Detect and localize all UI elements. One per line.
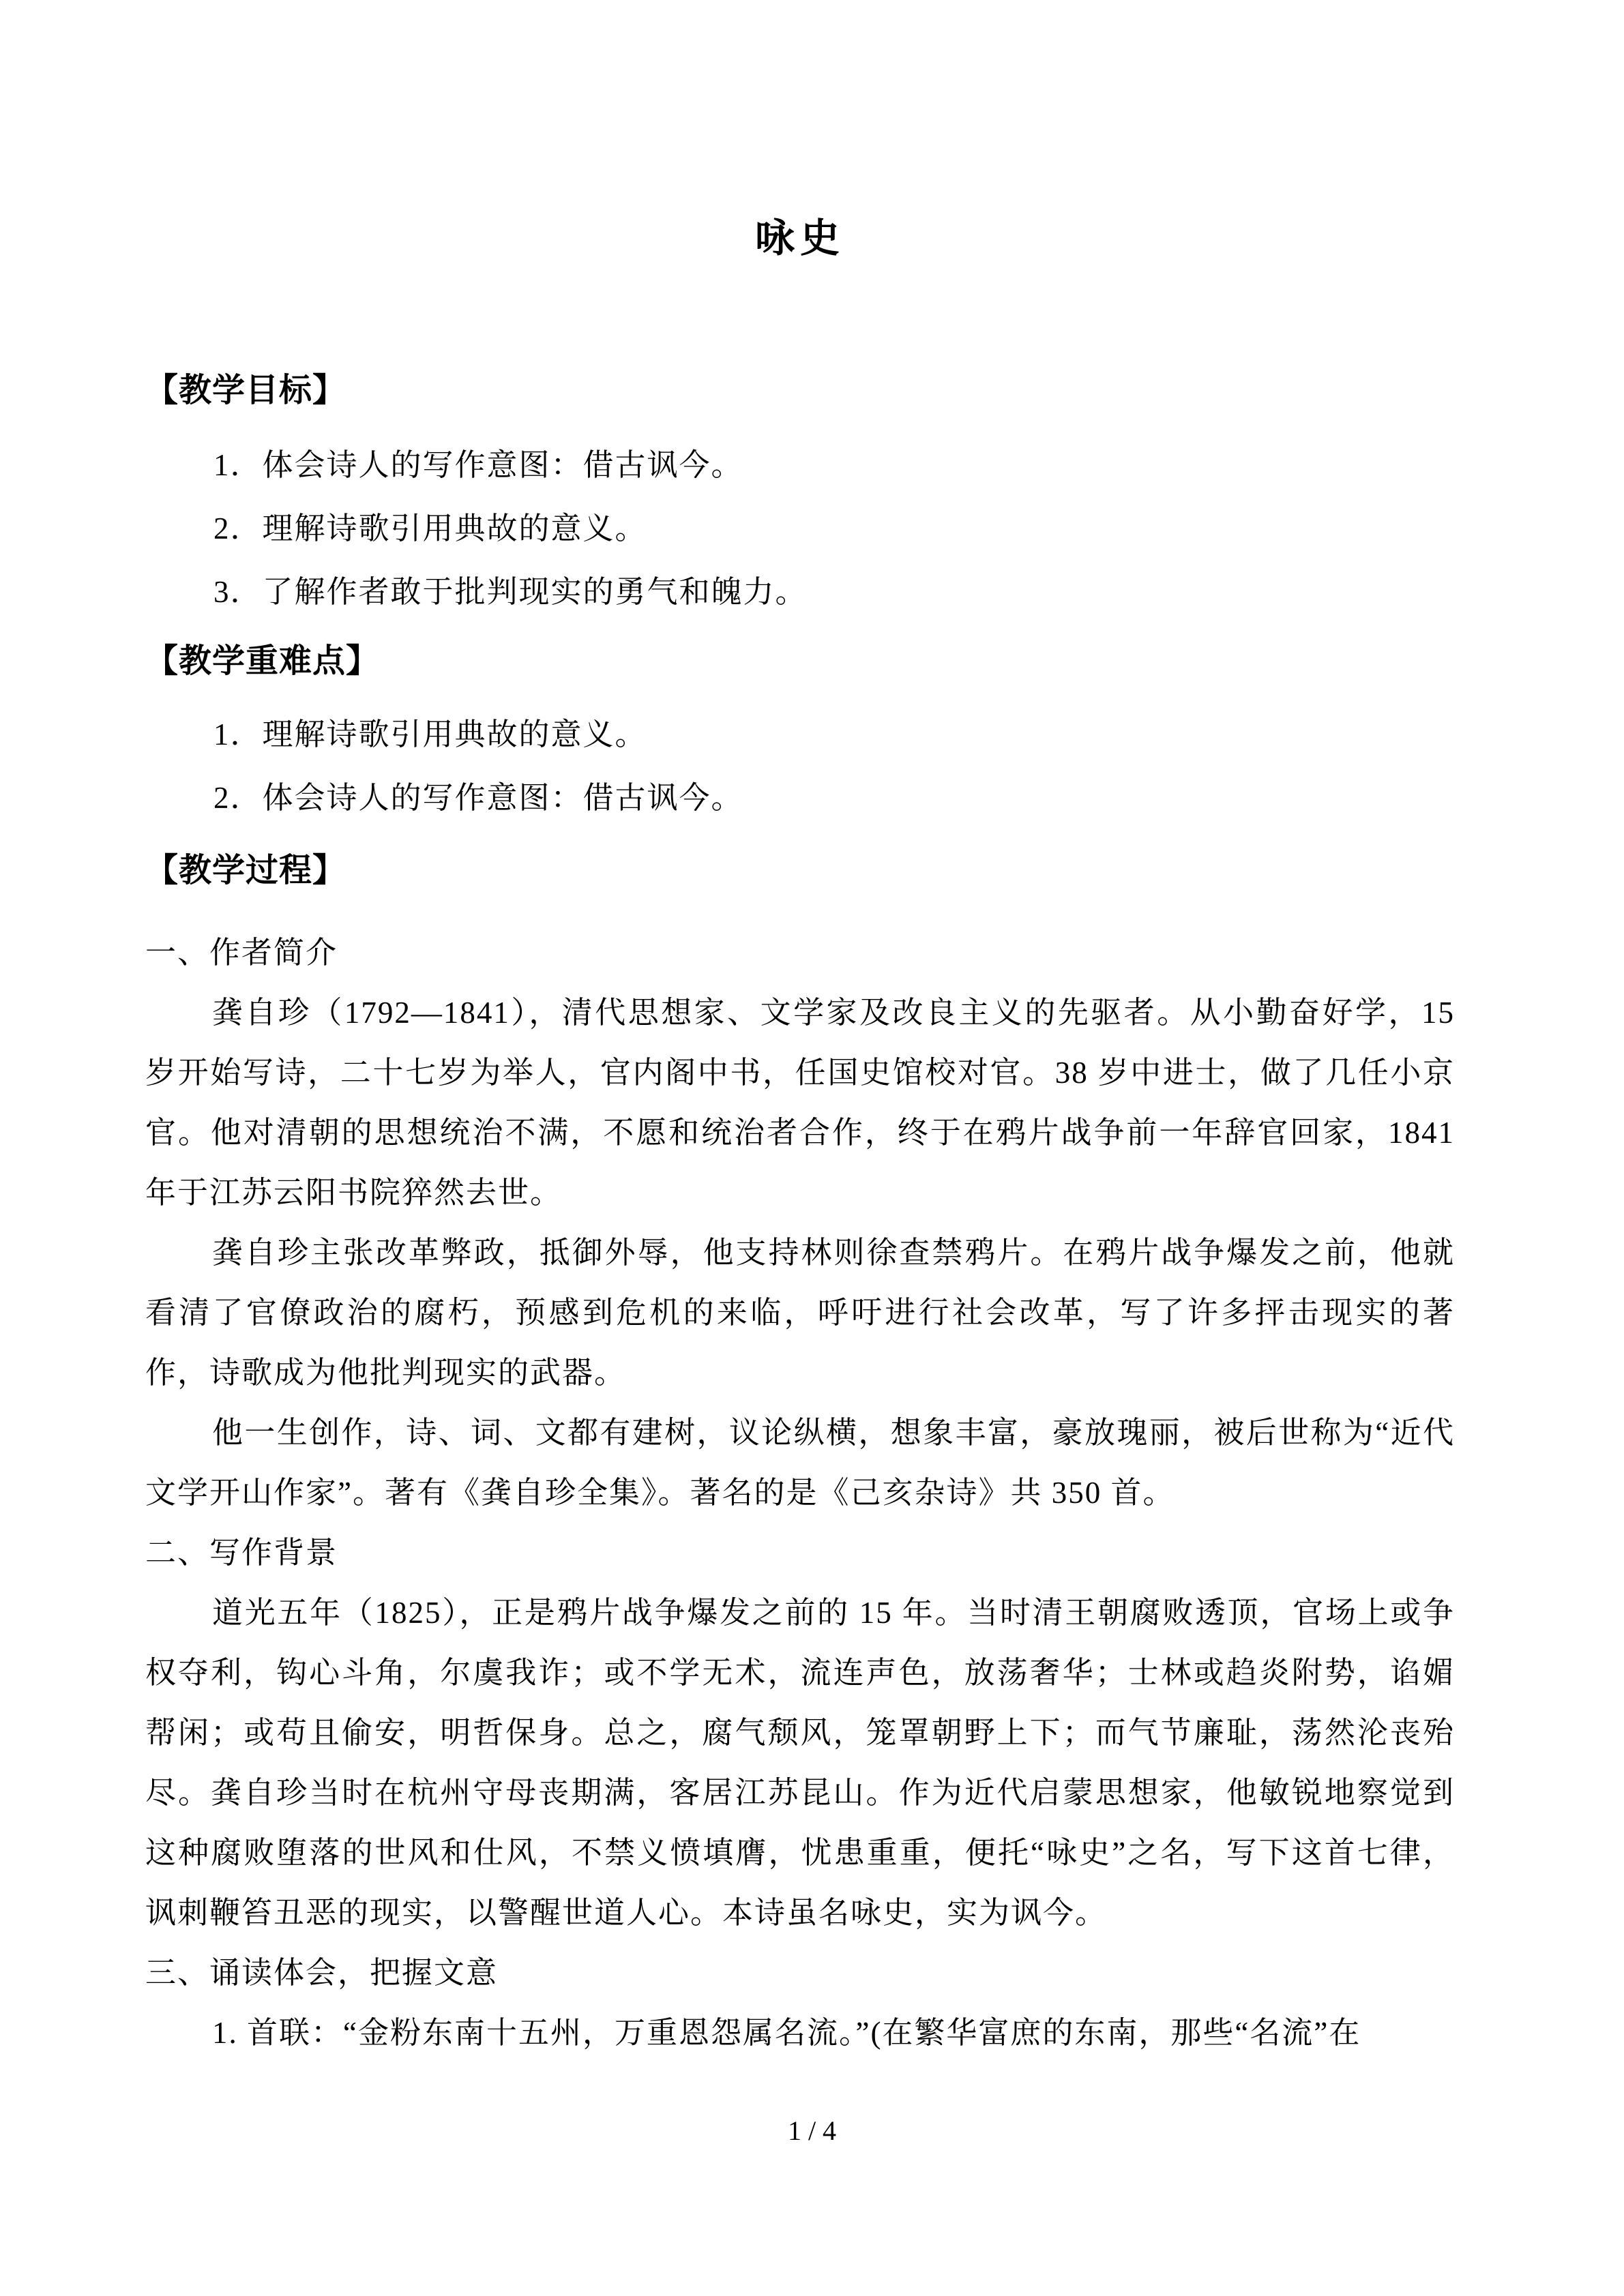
subsection-heading-reading: 三、诵读体会，把握文意: [145, 1956, 499, 1990]
paragraph-background: 道光五年（1825），正是鸦片战争爆发之前的 15 年。当时清王朝腐败透顶，官场上或争权夺利，钩心斗角，尔虞我诈；或不学无术，流连声色，放荡奢华；士林或趋炎附势，谄媚帮闲；或苟且偷安，明哲保身。总之，腐气颓风，笼罩朝野上下；而气节廉耻，荡然沦丧殆尽。龚自珍当时在杭州守母丧期满，客居江苏昆山。作为近代启蒙思想家，他敏锐地察觉到这种腐败堕落的世风和仕风，不禁义愤填膺，忧患重重，便托“咏史”之名，写下这首七律，讽刺鞭笞丑恶的现实，以警醒世道人心。本诗虽名咏史，实为讽今。: [145, 1596, 1455, 1930]
objectives-list: [145, 434, 1455, 624]
document-content: [145, 0, 1455, 2063]
paragraph-author-life: 龚自珍（1792—1841），清代思想家、文学家及改良主义的先驱者。从小勤奋好学，15 岁开始写诗，二十七岁为举人，官内阁中书，任国史馆校对官。38 岁中进士，做了几任小京官。他对清朝的思想统治不满，不愿和统治者合作，终于在鸦片战争前一年辞官回家，1841 年于江苏云阳书院猝然去世。: [145, 996, 1455, 1210]
objective-item: 1．体会诗人的写作意图：借古讽今。: [213, 448, 743, 482]
objective-item: 2．理解诗歌引用典故的意义。: [213, 511, 647, 546]
subsection-heading-background: 二、写作背景: [145, 1536, 338, 1570]
key-points-list: [145, 703, 1455, 830]
document-title: 咏史: [754, 216, 845, 260]
paragraph-author-reform: 龚自珍主张改革弊政，抵御外辱，他支持林则徐查禁鸦片。在鸦片战争爆发之前，他就看清了官僚政治的腐朽，预感到危机的来临，呼吁进行社会改革，写了许多抨击现实的著作，诗歌成为他批判现实的武器。: [145, 1236, 1455, 1390]
paragraph-first-couplet: 1. 首联：“金粉东南十五州，万重恩怨属名流。”(在繁华富庶的东南，那些“名流”在: [212, 2016, 1361, 2050]
section-heading-objectives: 【教学目标】: [145, 372, 346, 408]
section-heading-key-points: 【教学重难点】: [145, 643, 380, 679]
key-point-item: 1．理解诗歌引用典故的意义。: [213, 717, 647, 751]
section-heading-process: 【教学过程】: [145, 852, 346, 889]
subsection-heading-author-intro: 一、作者简介: [145, 936, 338, 970]
paragraph-author-works: 他一生创作，诗、词、文都有建树，议论纵横，想象丰富，豪放瑰丽，被后世称为“近代文学开山作家”。著有《龚自珍全集》。著名的是《己亥杂诗》共 350 首。: [145, 1416, 1455, 1510]
objective-item: 3．了解作者敢于批判现实的勇气和魄力。: [213, 575, 808, 609]
key-point-item: 2．体会诗人的写作意图：借古讽今。: [213, 781, 743, 815]
page-number: 1 / 4: [787, 2115, 837, 2146]
process-body: [145, 923, 1455, 2063]
